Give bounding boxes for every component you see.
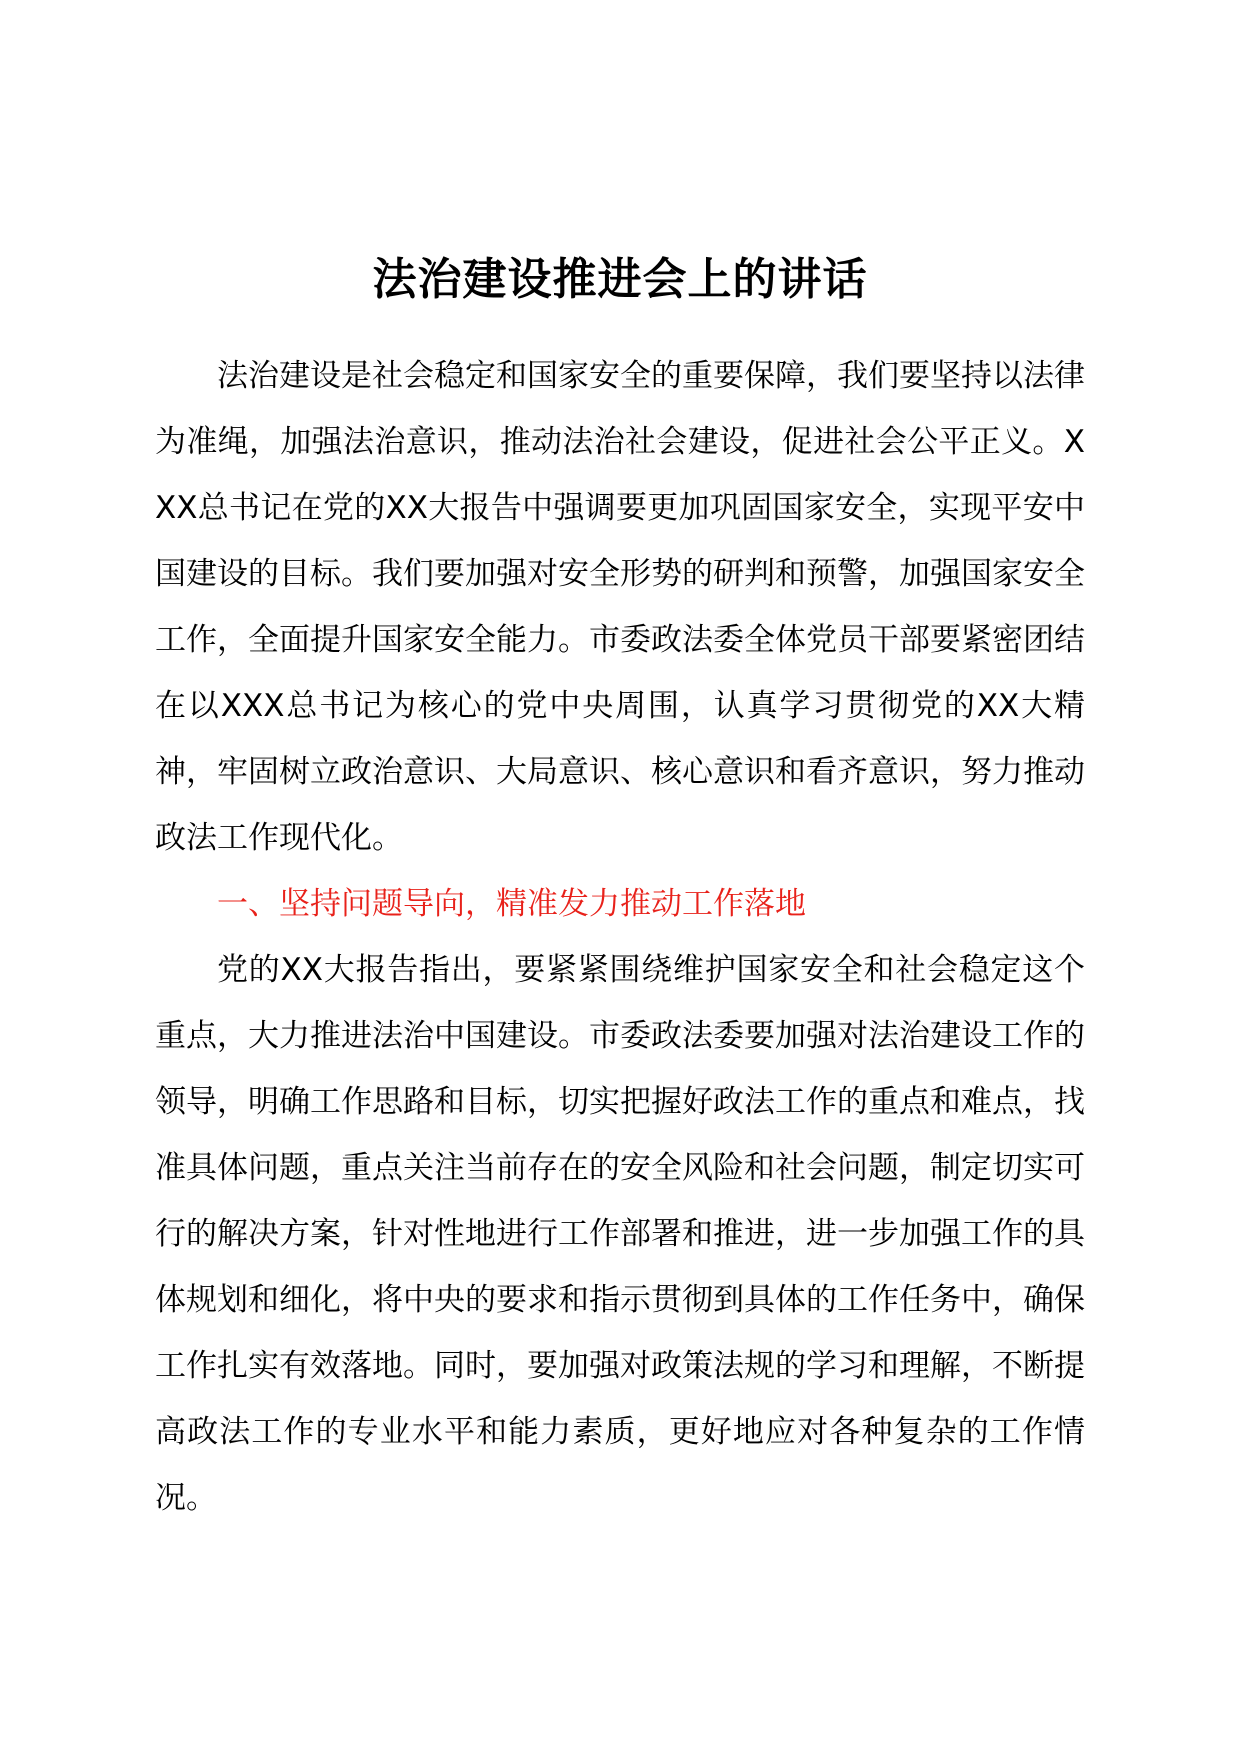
paragraph-intro: 法治建设是社会稳定和国家安全的重要保障，我们要坚持以法律为准绳，加强法治意识，推动法治社会建设，促进社会公平正义。XXX总书记在党的XX大报告中强调要更加巩固国家安全，实现平安中国建设的目标。我们要加强对安全形势的研判和预警，加强国家安全工作，全面提升国家安全能力。市委政法委全体党员干部要紧密团结在以XXX总书记为核心的党中央周围，认真学习贯彻党的XX大精神，牢固树立政治意识、大局意识、核心意识和看齐意识，努力推动政法工作现代化。: [155, 358, 1085, 856]
document-title: 法治建设推进会上的讲话: [372, 254, 868, 305]
paragraph-section-1: 党的XX大报告指出，要紧紧围绕维护国家安全和社会稳定这个重点，大力推进法治中国建设。市委政法委要加强对法治建设工作的领导，明确工作思路和目标，切实把握好政法工作的重点和难点，找准具体问题，重点关注当前存在的安全风险和社会问题，制定切实可行的解决方案，针对性地进行工作部署和推进，进一步加强工作的具体规划和细化，将中央的要求和指示贯彻到具体的工作任务中，确保工作扎实有效落地。同时，要加强对政策法规的学习和理解，不断提高政法工作的专业水平和能力素质，更好地应对各种复杂的工作情况。: [155, 952, 1085, 1516]
section-heading: 一、坚持问题导向，精准发力推动工作落地: [217, 886, 806, 922]
